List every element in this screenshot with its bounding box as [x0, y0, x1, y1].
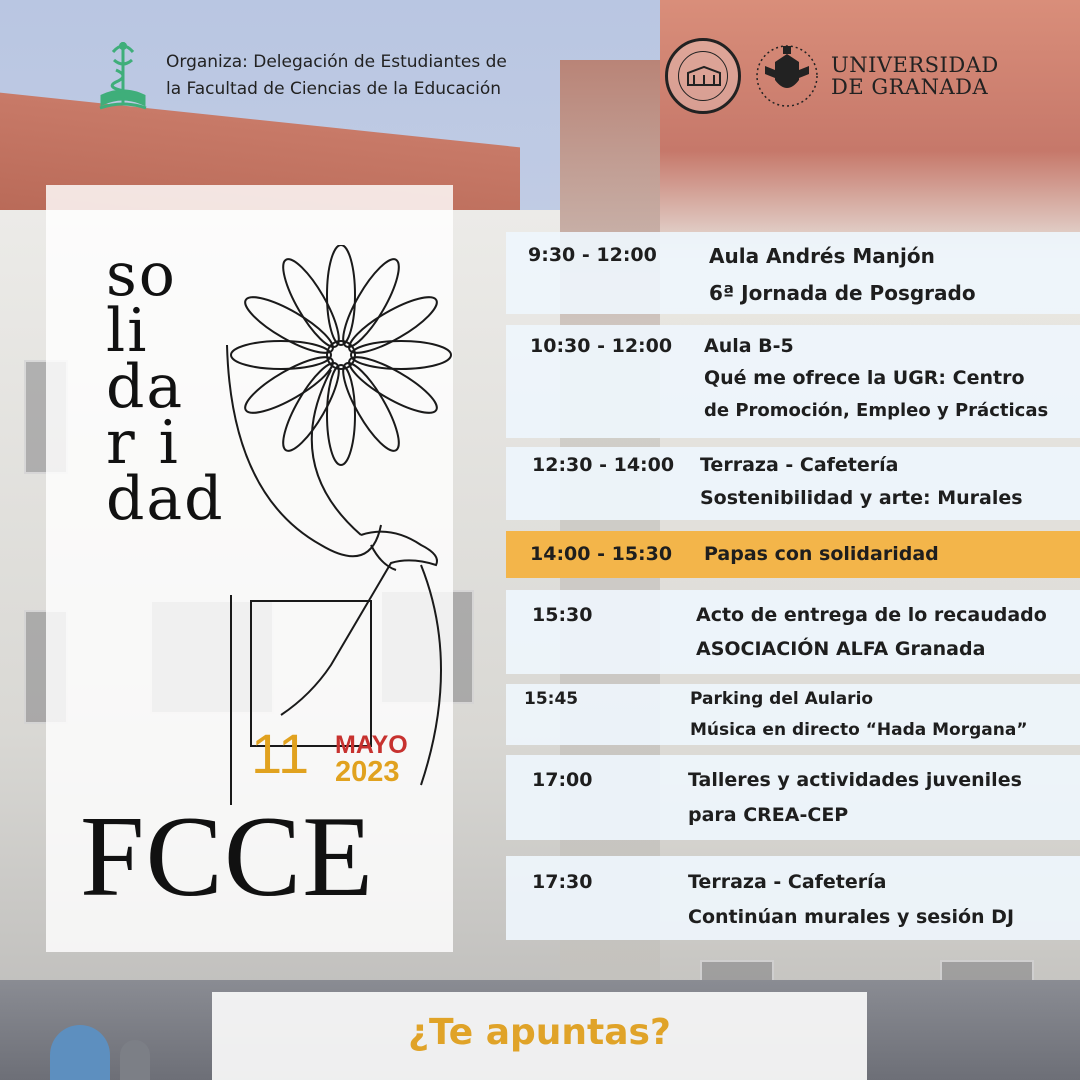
poster-title [106, 240, 225, 534]
schedule-time: 9:30 - 12:00 [528, 244, 657, 266]
call-to-action-text: ¿Te apuntas? [408, 1012, 671, 1053]
university-block [665, 38, 999, 114]
event-year: 2023 [335, 756, 400, 788]
schedule-detail: Sostenibilidad y arte: Murales [700, 487, 1023, 509]
schedule-row-highlighted [506, 531, 1080, 578]
schedule-time: 15:30 [532, 604, 593, 626]
schedule-time: 17:00 [532, 769, 593, 791]
university-name-line-2: DE GRANADA [831, 75, 989, 99]
faculty-seal-icon [665, 38, 741, 114]
schedule-detail: ASOCIACIÓN ALFA Granada [696, 638, 986, 660]
schedule-detail: Papas con solidaridad [704, 543, 939, 565]
event-day: 11 [251, 722, 310, 785]
schedule-detail: para CREA-CEP [688, 804, 849, 826]
organizer-block [96, 38, 507, 114]
title-syllable: da [106, 352, 185, 422]
title-syllable: so [106, 240, 177, 310]
schedule-time: 12:30 - 14:00 [532, 454, 675, 476]
schedule-row [506, 856, 1080, 940]
schedule-detail: Parking del Aulario [690, 689, 874, 709]
schedule-detail: Aula B-5 [704, 335, 794, 357]
schedule-detail: Música en directo “Hada Morgana” [690, 720, 1028, 740]
schedule-row [506, 325, 1080, 438]
schedule-detail: Continúan murales y sesión DJ [688, 906, 1015, 928]
schedule-time: 15:45 [524, 689, 579, 709]
schedule-row [506, 684, 1080, 745]
university-name-line-1: UNIVERSIDAD [831, 53, 999, 77]
title-syllable: ri [106, 408, 202, 478]
university-crest-icon [755, 40, 819, 112]
schedule-row [506, 590, 1080, 674]
schedule-detail: 6ª Jornada de Posgrado [709, 281, 976, 305]
schedule-detail: Acto de entrega de lo recaudado [696, 604, 1047, 626]
poster-panel [46, 185, 453, 952]
schedule-detail: Talleres y actividades juveniles [688, 769, 1022, 791]
event-month: MAYO [335, 731, 408, 759]
schedule-time: 14:00 - 15:30 [530, 543, 673, 565]
schedule-row [506, 755, 1080, 840]
faculty-logo-icon [96, 38, 150, 114]
schedule-detail: Terraza - Cafetería [700, 454, 899, 476]
venue-title: FCCE [80, 793, 375, 921]
schedule-row [506, 447, 1080, 520]
title-syllable: dad [106, 464, 225, 534]
schedule-detail: Qué me ofrece la UGR: Centro [704, 367, 1025, 389]
schedule-detail: de Promoción, Empleo y Prácticas [704, 400, 1049, 421]
schedule-time: 10:30 - 12:00 [530, 335, 673, 357]
schedule-row [506, 232, 1080, 314]
schedule-detail: Terraza - Cafetería [688, 871, 887, 893]
organizer-line-1: Organiza: Delegación de Estudiantes de [166, 52, 507, 72]
call-to-action [212, 992, 867, 1080]
organizer-line-2: la Facultad de Ciencias de la Educación [166, 79, 502, 99]
title-syllable: li [106, 296, 149, 366]
schedule-time: 17:30 [532, 871, 593, 893]
schedule-detail: Aula Andrés Manjón [709, 244, 935, 268]
